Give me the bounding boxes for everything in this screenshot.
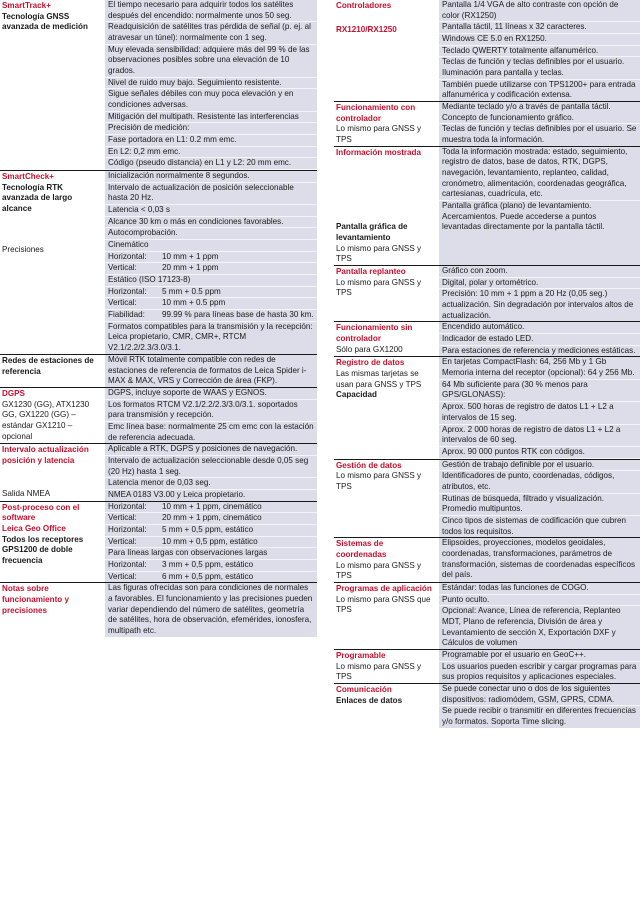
precision-heading: Cinemático <box>105 240 317 252</box>
dgps-line: Los formatos RTCM V2.1/2.2/2.3/3.0/3.1. soportados para transmisión y recepción. <box>105 400 317 422</box>
registro-line: Aprox. 2 000 horas de registro de datos L1 + L2 a intervalos de 60 seg. <box>439 425 640 447</box>
coordenadas-labels <box>334 538 438 582</box>
smarttrack-title: SmartTrack+ <box>2 1 51 10</box>
left-column <box>0 0 317 637</box>
func-controlador-line: Teclas de función y teclas definibles por el usuario. Se muestra toda la información. <box>442 124 637 145</box>
comunicacion-line: Se puede conectar uno o dos de los siguientes dispositivos: radiomódem, GSM, GPRS, CDMA. <box>439 684 640 706</box>
programas-sub: Lo mismo para GNSS que TPS <box>336 594 431 615</box>
sin-controlador-line: Indicador de estado LED. <box>439 334 640 346</box>
controladores-line: Windows CE 5.0 en RX1250. <box>439 34 640 46</box>
gestion-line: Gestión de trabajo definible por el usuario. <box>439 460 640 472</box>
redes-values <box>104 355 317 387</box>
notas-values <box>104 583 317 636</box>
section-replanteo <box>334 265 640 321</box>
section-registro <box>334 356 640 458</box>
pantalla-grafica-sub: Lo mismo para GNSS y TPS <box>336 243 422 264</box>
postproceso-row: Horizontal: 5 mm + 0,5 ppm, estático <box>105 525 317 537</box>
comunicacion-line: Se puede recibir o transmitir en diferentes frecuencias y/o formatos. Soporta Time slicing. <box>442 706 636 726</box>
smartcheck-labels <box>0 171 104 354</box>
intervalo-labels <box>0 444 104 500</box>
postproceso-line: Para líneas largas con observaciones largas <box>105 548 317 560</box>
programas-line: Opcional: Avance, Línea de referencia, Replanteo MDT, Plano de referencia, División de área y Levantamiento de sección X, Exportación DXF y Cálculos de volumen <box>442 606 621 648</box>
controladores-line: También puede utilizarse con TPS1200+ para entrada alfanumérica y codificación extensa. <box>442 79 636 100</box>
controladores-line: Pantalla 1/4 VGA de alto contraste con opción de color (RX1250) <box>439 0 640 22</box>
controladores-model: RX1210/RX1250 <box>336 24 397 34</box>
replanteo-title: Pantalla replanteo <box>336 267 406 277</box>
info-mostrada-line: Toda la información mostrada: estado, seguimiento, registro de datos, base de datos, RTK, DGPS, navegación, levantamiento, replanteo, calidad, cronómetro, alimentación, coordenadas geográfica, cartesianas, cuadrícula, etc. <box>439 147 640 201</box>
postproceso-receivers: Todos los receptores GPS1200 de doble frecuencia <box>2 534 84 565</box>
controladores-values <box>438 0 640 101</box>
dgps-line: DGPS, incluye soporte de WAAS y EGNOS. <box>105 388 317 400</box>
registro-sub: Las mismas tarjetas se usan para GNSS y TPS <box>336 369 422 389</box>
registro-title: Registro de datos <box>336 358 405 368</box>
replanteo-values <box>438 266 640 321</box>
dgps-title: DGPS <box>2 388 25 398</box>
gestion-line: Rutinas de búsqueda, filtrado y visualización. Promedio multipuntos. <box>439 494 640 516</box>
replanteo-labels <box>334 266 438 321</box>
section-gestion <box>334 459 640 538</box>
programable-title: Programable <box>336 650 386 660</box>
section-coordenadas <box>334 537 640 582</box>
sin-controlador-values <box>438 322 640 356</box>
postproceso-labels <box>0 502 104 583</box>
smartcheck-line: Intervalo de actualización de posición seleccionable hasta 20 Hz. <box>105 183 317 205</box>
smarttrack-labels <box>0 0 104 129</box>
programas-title: Programas de aplicación <box>336 583 432 593</box>
registro-line: En tarjetas CompactFlash: 64, 256 Mb y 1 Gb Memoria interna del receptor (opcional): 64 y 256 Mb. <box>439 357 640 379</box>
smarttrack-line: Nivel de ruido muy bajo. Seguimiento resistente. <box>105 78 317 90</box>
sin-controlador-line: Encendido automático. <box>439 322 640 334</box>
programas-line: Punto oculto. <box>439 595 640 607</box>
pantalla-grafica-title: Pantalla gráfica de levantamiento <box>336 222 408 243</box>
coordenadas-values <box>438 538 640 582</box>
postproceso-title: Post-proceso con el software <box>2 502 80 523</box>
comunicacion-labels <box>334 684 438 728</box>
smarttrack-line: El tiempo necesario para adquirir todos los satélites después del encendido: normalmente unos 50 seg. <box>105 0 317 22</box>
section-programas <box>334 582 640 649</box>
redes-line: Móvil RTK totalmente compatible con redes de estaciones de referencia de formatos de Leica Spider i-MAX & MAX, VRS y Corrección de área (FKP). <box>108 354 307 386</box>
smartcheck-line: Formatos compatibles para la transmisión y la recepción: Leica propietario, CMR, CMR+, RTCM V2.1/2.2/2.3/3.0/3.1. <box>108 321 313 353</box>
intervalo-values <box>104 444 317 500</box>
controladores-labels <box>334 0 438 101</box>
postproceso-software: Leica Geo Office <box>2 523 66 533</box>
replanteo-sub: Lo mismo para GNSS y TPS <box>336 277 422 298</box>
gestion-line: Identificadores de punto, coordenadas, códigos, atributos, etc. <box>439 471 640 493</box>
notas-labels <box>0 583 104 636</box>
registro-line: Aprox. 500 horas de registro de datos L1 + L2 a intervalos de 15 seg. <box>439 402 640 424</box>
postproceso-row: Horizontal: 3 mm + 0,5 ppm, estático <box>105 560 317 572</box>
gestion-values <box>438 460 640 538</box>
func-controlador-title: Funcionamiento con controlador <box>336 103 416 123</box>
smarttrack-line: Precisión de medición: <box>105 123 317 135</box>
sin-controlador-line: Para estaciones de referencia y mediciones estáticas. <box>442 345 636 355</box>
dgps-line: Emc línea base: normalmente 25 cm emc con la estación de referencia adecuada. <box>108 421 314 442</box>
smarttrack-line: Código (pseudo distancia) en L1 y L2: 20 mm emc. <box>105 158 317 170</box>
dgps-labels <box>0 388 104 443</box>
postproceso-row: Vertical: 20 mm + 1 ppm, cinemático <box>105 513 317 525</box>
registro-line: Aprox. 90 000 puntos RTK con códigos. <box>439 447 640 459</box>
comunicacion-title: Comunicación <box>336 684 392 694</box>
intervalo-line: Intervalo de actualización seleccionable desde 0,05 seg (20 Hz) hasta 1 seg. <box>105 456 317 478</box>
replanteo-line: Gráfico con zoom. <box>439 266 640 278</box>
redes-title: Redes de estaciones de referencia <box>2 355 94 376</box>
programable-sub: Lo mismo para GNSS y TPS <box>336 661 422 682</box>
section-intervalo <box>0 443 317 500</box>
controladores-line: Teclado QWERTY totalmente alfanumérico. <box>439 46 640 58</box>
smartcheck-subtitle: Tecnología RTK avanzada de largo alcance <box>2 182 73 214</box>
dgps-models: GX1230 (GG), ATX1230 GG, GX1220 (GG) – estándar GX1210 – opcional <box>2 399 90 441</box>
smarttrack-subtitle: Tecnología GNSS avanzada de medición <box>2 11 88 32</box>
sin-controlador-sub: Sólo para GX1200 <box>336 344 403 354</box>
section-postproceso <box>0 501 317 583</box>
sin-controlador-labels <box>334 322 438 356</box>
replanteo-line: Precisión: 10 mm + 1 ppm a 20 Hz (0,05 seg.) actualización. Sin degradación por intervalos altos de actualización. <box>442 289 634 320</box>
smartcheck-line: Alcance 30 km o más en condiciones favorables. <box>105 217 317 229</box>
programable-values <box>438 650 640 683</box>
right-column <box>334 0 640 728</box>
section-controladores <box>334 0 640 101</box>
smartcheck-values <box>104 171 317 354</box>
postproceso-row: Horizontal: 10 mm + 1 ppm, cinemático <box>105 502 317 514</box>
precision-row: Vertical: 20 mm + 1 ppm <box>105 263 317 275</box>
section-smarttrack <box>0 0 317 170</box>
postproceso-values <box>104 502 317 583</box>
coordenadas-line: Elipsoides, proyecciones, modelos geoidales, coordenadas, transformaciones, parámetros de transformación, sistemas de coordenadas específicos del país. <box>442 538 635 580</box>
postproceso-row: Vertical: 6 mm + 0,5 ppm, estático <box>108 571 254 581</box>
intervalo-title: Intervalo actualización posición y latencia <box>2 445 89 465</box>
smarttrack-line: Fase portadora en L1: 0.2 mm emc. <box>105 135 317 147</box>
section-func-controlador <box>334 101 640 146</box>
func-controlador-line: Mediante teclado y/o a través de pantalla táctil. Concepto de funcionamiento gráfico. <box>439 102 640 124</box>
section-redes <box>0 354 317 387</box>
smartcheck-line: Inicialización normalmente 8 segundos. <box>105 171 317 183</box>
precisiones-label: Precisiones <box>2 244 44 254</box>
programas-line: Estándar: todas las funciones de COGO. <box>439 583 640 595</box>
coordenadas-title: Sistemas de coordenadas <box>336 539 387 559</box>
gestion-line: Cinco tipos de sistemas de codificación que cubren todos los requisitos. <box>442 515 627 536</box>
comunicacion-sub: Enlaces de datos <box>336 695 403 705</box>
func-controlador-values <box>438 102 640 146</box>
registro-line: 64 Mb suficiente para (30 % menos para GPS/GLONASS): <box>439 380 640 402</box>
registro-labels <box>334 357 438 458</box>
section-dgps <box>0 387 317 443</box>
notas-title: Notas sobre funcionamiento y precisiones <box>2 584 70 615</box>
coordenadas-sub: Lo mismo para GNSS y TPS <box>336 560 422 581</box>
intervalo-line: NMEA 0183 V3.00 y Leica propietario. <box>108 489 246 499</box>
programas-labels <box>334 583 438 649</box>
intervalo-line: Latencia menor de 0,03 seg. <box>105 478 317 490</box>
info-mostrada-labels <box>334 147 438 265</box>
replanteo-line: Digital, polar y ortométrico. <box>439 278 640 290</box>
section-smartcheck <box>0 170 317 354</box>
smarttrack-line: Readquisición de satélites tras pérdida de señal (p. ej. al atravesar un túnel): normalmente con 1 seg. <box>105 22 317 44</box>
smartcheck-title: SmartCheck+ <box>2 172 54 182</box>
dgps-values <box>104 388 317 443</box>
precision-row: Horizontal: 10 mm + 1 ppm <box>105 252 317 264</box>
controladores-title: Controladores <box>336 1 392 10</box>
func-controlador-sub: Lo mismo para GNSS y TPS <box>336 124 422 145</box>
section-sin-controlador <box>334 321 640 356</box>
gestion-title: Gestión de datos <box>336 460 402 470</box>
smarttrack-line: Sigue señales débiles con muy poca elevación y en condiciones adversas. <box>105 89 317 111</box>
salida-nmea-label: Salida NMEA <box>2 488 51 498</box>
info-mostrada-line: Pantalla gráfica (plano) de levantamiento. Acercamientos. Puede accederse a puntos levantadas directamente por la pantalla táctil. <box>442 201 605 232</box>
notas-line: Las figuras ofrecidas son para condiciones de normales a favorables. El funcionamiento y las precisiones pueden variar dependiendo del número de satélites, geometría de satélites, hora de observación, efemérides, ionosfera, multipath etc. <box>108 583 313 635</box>
postproceso-row: Vertical: 10 mm + 0,5 ppm, estático <box>105 537 317 549</box>
smartcheck-line: Latencia < 0,03 s <box>105 205 317 217</box>
intervalo-line: Aplicable a RTK, DGPS y posiciones de navegación. <box>105 444 317 456</box>
precision-row: Horizontal: 5 mm + 0.5 ppm <box>105 287 317 299</box>
section-programable <box>334 649 640 683</box>
smarttrack-line: En L2: 0,2 mm emc. <box>105 147 317 159</box>
func-controlador-labels <box>334 102 438 146</box>
precision-heading: Estático (ISO 17123-8) <box>105 275 317 287</box>
smarttrack-line: Muy elevada sensibilidad: adquiere más del 99 % de las observaciones posibles sobre una elevación de 10 grados. <box>105 45 317 78</box>
gestion-sub: Lo mismo para GNSS y TPS <box>336 471 422 491</box>
programas-values <box>438 583 640 649</box>
comunicacion-values <box>438 684 640 728</box>
registro-values <box>438 357 640 458</box>
section-info-mostrada <box>334 146 640 265</box>
programable-labels <box>334 650 438 683</box>
precision-row: Fiabilidad: 99.99 % para líneas base de hasta 30 km. <box>105 310 317 322</box>
controladores-line: Pantalla táctil, 11 líneas x 32 caracteres. <box>439 22 640 34</box>
redes-labels <box>0 355 104 387</box>
info-mostrada-title: Información mostrada <box>336 147 422 157</box>
smarttrack-values <box>104 0 317 170</box>
capacidad-label: Capacidad <box>336 390 377 400</box>
smarttrack-line: Mitigación del multipath. Resistente las interferencias <box>105 112 317 124</box>
info-mostrada-values <box>438 147 640 265</box>
precision-row: Vertical: 10 mm + 0.5 ppm <box>105 298 317 310</box>
section-notas <box>0 582 317 636</box>
controladores-line: Teclas de función y teclas definibles por el usuario. Iluminación para pantalla y teclas. <box>439 57 640 79</box>
smartcheck-line: Autocomprobación. <box>105 228 317 240</box>
programable-line: Los usuarios pueden escribir y cargar programas para sus propios requisitos y aplicaciones especiales. <box>442 661 637 682</box>
sin-controlador-title: Funcionamiento sin controlador <box>336 323 413 344</box>
gestion-labels <box>334 460 438 538</box>
programable-line: Programable por el usuario en GeoC++. <box>439 650 640 662</box>
section-comunicacion <box>334 683 640 728</box>
